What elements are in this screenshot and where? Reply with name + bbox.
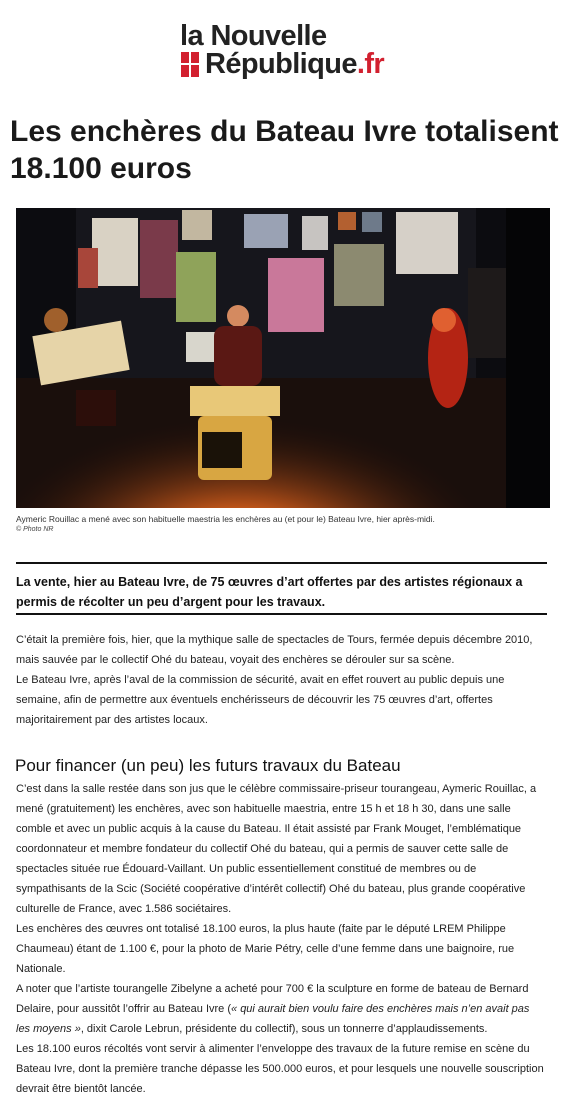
paragraph-5-quote: « qui aurait bien voulu faire des enchères mais n’en avait pas les moyens » [16,1003,530,1035]
logo-line-2 [205,50,384,79]
logo-tld: .fr [356,48,385,80]
article-lead: La vente, hier au Bateau Ivre, de 75 œuvres d’art offertes par des artistes régionaux a permis de récolter un peu d’argent pour les travaux. [16,575,523,609]
paragraph-4: Les enchères des œuvres ont totalisé 18.100 euros, la plus haute (faite par le député LREM Philippe Chaumeau) étant de 1.100 €, pour la photo de Marie Pétry, celle d’une femme dans une baignoire, rue Nationale. [16,923,515,975]
article-body-bottom [16,779,546,1099]
section-subheading: Pour financer (un peu) les futurs travaux du Bateau [15,756,401,775]
paragraph-5-start: A noter que l’artiste tourangelle Zibelyne a acheté pour 700 € la sculpture en forme de bateau de Bernard Delaire, pour aussitôt l’offrir au Bateau Ivre ( [16,983,529,1015]
divider-bottom [16,613,547,615]
divider-top [16,562,547,564]
article-body-top [16,630,546,730]
paragraph-1: C’était la première fois, hier, que la mythique salle de spectacles de Tours, fermée depuis décembre 2010, mais sauvée par le collectif Ohé du bateau, voyait des enchères se dérouler sur sa scène. [16,634,533,666]
paragraph-6: Les 18.100 euros récoltés vont servir à alimenter l’enveloppe des travaux de la future remise en scène du Bateau Ivre, dont la première tranche dépasse les 500.000 euros, et pour lesquels une nouvelle souscription devrait être bientôt lancée. [16,1043,544,1095]
paragraph-2: Le Bateau Ivre, après l’aval de la commission de sécurité, avait en effet rouvert au public depuis une semaine, afin de permettre aux éventuels enchérisseurs de découvrir les 75 œuvres d’art, offertes majoritairement par des artistes locaux. [16,674,505,726]
photo-credit: © Photo NR [16,526,54,533]
logo-name: République [205,48,357,80]
photo-caption: Aymeric Rouillac a mené avec son habituelle maestria les enchères au (et pour le) Bateau Ivre, hier après-midi. [16,514,435,524]
logo-mark-icon [181,52,199,77]
article-title: Les enchères du Bateau Ivre totalisent 18.100 euros [10,115,559,185]
paragraph-5 [16,979,546,1039]
article-photo [16,208,550,508]
paragraph-5-end: , dixit Carole Lebrun, présidente du collectif), sous un tonnerre d’applaudissements. [80,1023,488,1035]
paragraph-3: C’est dans la salle restée dans son jus que le célèbre commissaire-priseur tourangeau, Aymeric Rouillac, a mené (gratuitement) les enchères, avec son habituelle maestria, entre 15 h et 18 h 30, dans une salle comble et avec un public acquis à la cause du Bateau. Il était assisté par Frank Mouget, l’emblématique coordonnateur et membre fondateur du collectif Ohé du bateau, qui a permis de sauver cette salle de spectacles située rue Édouard-Vaillant. Un public essentiellement constitué de membres ou de sympathisants de la Scic (Société coopérative d’intérêt collectif) Ohé du bateau, plus grande coopérative culturelle de France, avec 1.586 sociétaires. [16,783,537,915]
logo-line-1: la Nouvelle [180,20,327,52]
site-logo[interactable] [180,20,395,80]
